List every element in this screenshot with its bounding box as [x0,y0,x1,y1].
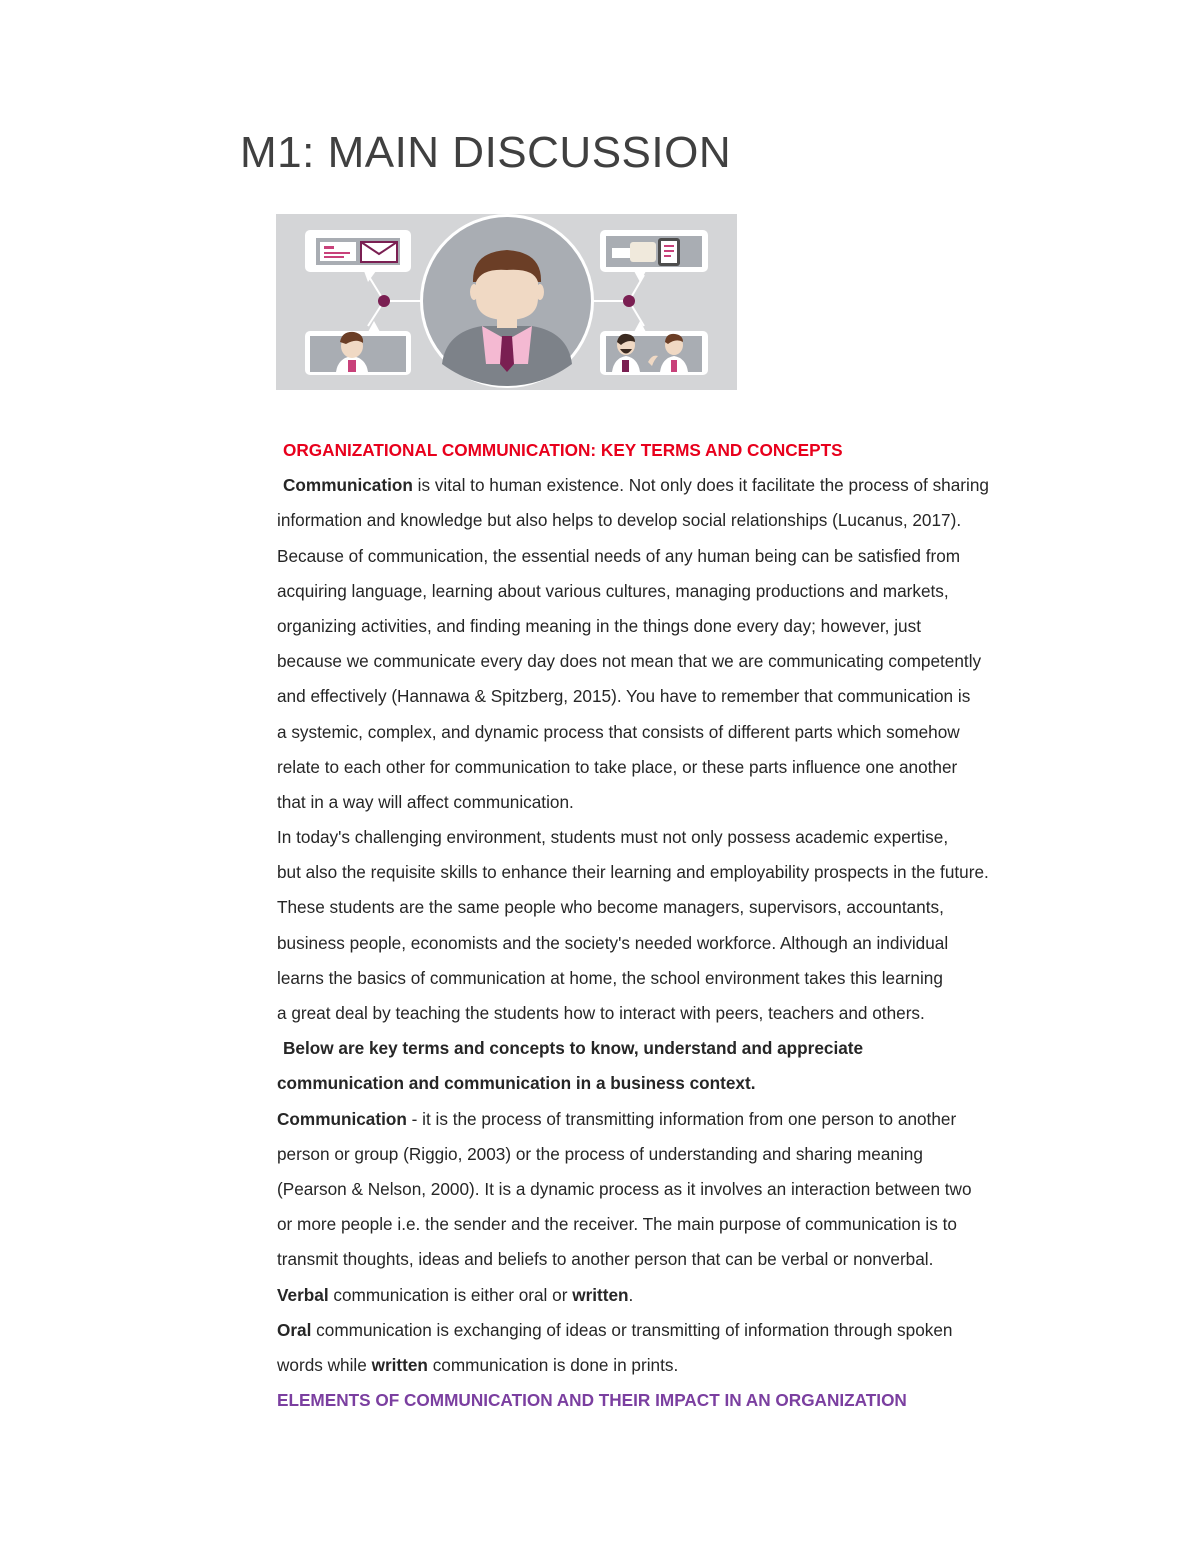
communication-illustration [276,214,737,390]
paragraph-line: information and knowledge but also helps to develop social relationships (Lucanus, 2017). [277,510,962,531]
paragraph-line: Because of communication, the essential needs of any human being can be satisfied from [277,545,961,566]
section-heading-key-terms: ORGANIZATIONAL COMMUNICATION: KEY TERMS AND CONCEPTS [283,440,843,460]
document-body [277,433,1077,1418]
term-written: written [371,1354,428,1375]
paragraph-line: acquiring language, learning about various cultures, managing productions and markets, [277,580,949,601]
paragraph-line: a great deal by teaching the students how to interact with peers, teachers and others. [277,1003,925,1023]
definition-line: (Pearson & Nelson, 2000). It is a dynamic process as it involves an interaction between two [277,1178,972,1199]
key-terms-intro: Below are key terms and concepts to know, understand and appreciate [283,1038,864,1059]
page-title: M1: MAIN DISCUSSION [240,128,732,177]
paragraph-line: that in a way will affect communication. [277,791,574,812]
term-verbal: Verbal [277,1284,329,1305]
definition-line: transmit thoughts, ideas and beliefs to another person that can be verbal or nonverbal. [277,1249,934,1270]
paragraph-line: and effectively (Hannawa & Spitzberg, 2015). You have to remember that communication is [277,686,971,707]
central-person-icon [420,214,594,388]
paragraph-line: relate to each other for communication to take place, or these parts influence one another [277,756,958,777]
key-terms-intro: communication and communication in a business context. [277,1073,756,1094]
paragraph-line: In today's challenging environment, students must not only possess academic expertise, [277,827,949,848]
term-oral: Oral [277,1319,312,1340]
paragraph-line: learns the basics of communication at home, the school environment takes this learning [277,967,943,988]
paragraph-line: These students are the same people who become managers, supervisors, accountants, [277,897,944,918]
paragraph-line: organizing activities, and finding meaning in the things done every day; however, just [277,615,921,636]
paragraph-line: Communication is vital to human existence. Not only does it facilitate the process of sharing [283,475,989,496]
definition-line: person or group (Riggio, 2003) or the process of understanding and sharing meaning [277,1143,923,1164]
definition-line: Oral communication is exchanging of ideas or transmitting of information through spoken [277,1319,953,1340]
definition-line: or more people i.e. the sender and the receiver. The main purpose of communication is to [277,1214,957,1235]
definition-line: words while written communication is done in prints. [277,1354,679,1375]
section-heading-elements: ELEMENTS OF COMMUNICATION AND THEIR IMPACT IN AN ORGANIZATION [277,1390,907,1411]
paragraph-line: business people, economists and the society's needed workforce. Although an individual [277,932,949,953]
paragraph-line: but also the requisite skills to enhance their learning and employability prospects in the future. [277,862,989,883]
definition-line: Communication - it is the process of transmitting information from one person to another [277,1108,957,1129]
term-communication: Communication [283,475,413,496]
paragraph-line: a systemic, complex, and dynamic process that consists of different parts which somehow [277,721,960,742]
paragraph-line: because we communicate every day does not mean that we are communicating competently [277,651,982,672]
term-communication: Communication [277,1108,407,1129]
term-written: written [572,1284,629,1305]
definition-line: Verbal communication is either oral or written. [277,1284,634,1305]
